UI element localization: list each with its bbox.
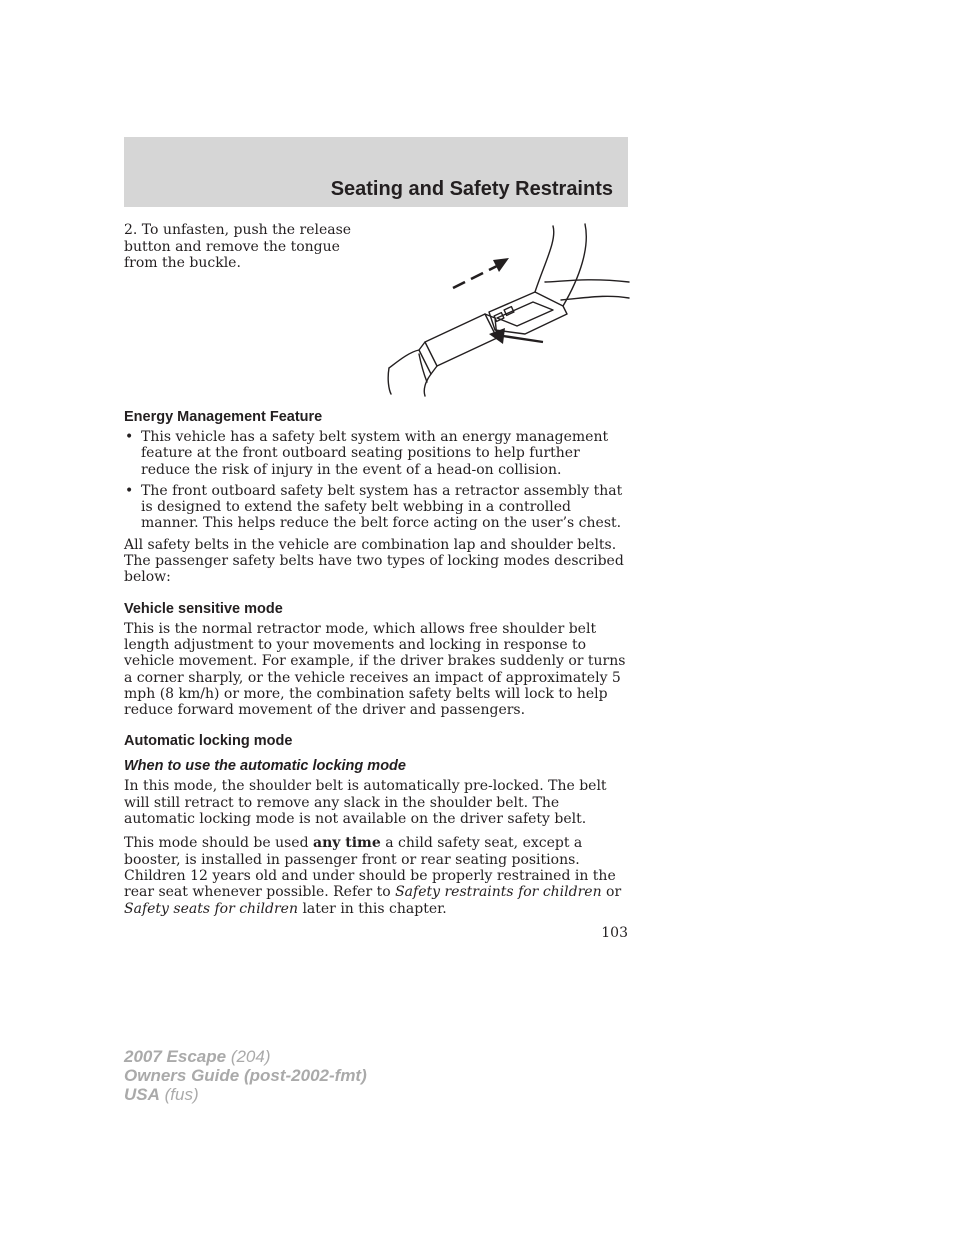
text-run: later in this chapter.: [298, 900, 447, 917]
subheading-when-to-use: When to use the automatic locking mode: [124, 758, 406, 775]
heading-automatic-locking-mode: Automatic locking mode: [124, 733, 293, 750]
footer-line-guide: [124, 1066, 367, 1085]
list-item-text: The front outboard safety belt system has a retractor assembly that is designed to extend the safety belt webbing in a controlled manner. This helps reduce the belt force acting on the user’s chest.: [141, 482, 623, 532]
header-band: [124, 137, 628, 207]
text-run: a child safety seat, except a booster, is installed in passenger front or rear seating positions. Children 12 years old and under should be properly restrained in the rear seat whenever possible. Refer to: [124, 835, 616, 901]
dashed-arrow: [471, 273, 483, 279]
page-title: Seating and Safety Restraints: [330, 178, 613, 200]
footer-model: 2007 Escape: [124, 1047, 227, 1066]
footer-model-code: (204): [226, 1047, 271, 1066]
emphasis-any-time: any time: [313, 835, 381, 852]
bullet-glyph: •: [125, 429, 134, 445]
unfasten-instruction: 2. To unfasten, push the release button and remove the tongue from the buckle.: [124, 222, 352, 271]
heading-energy-management: Energy Management Feature: [124, 409, 323, 425]
footer-line-market: [124, 1085, 367, 1104]
text-run: or: [601, 884, 622, 901]
belt-webbing: [561, 296, 629, 300]
energy-bullet-list: [124, 429, 629, 532]
main-content: [124, 408, 629, 925]
buckle-strap: [388, 368, 391, 394]
document-footer: [124, 1047, 367, 1104]
footer-line-model: [124, 1047, 367, 1066]
buckle-strap: [389, 350, 419, 368]
seatbelt-unfasten-illustration: [385, 222, 630, 397]
dashed-arrow: [489, 266, 497, 270]
footer-guide: Owners Guide (post-2002-fmt): [124, 1066, 367, 1085]
heading-vehicle-sensitive-mode: Vehicle sensitive mode: [124, 600, 283, 617]
belt-webbing: [563, 224, 586, 306]
list-item-text: This vehicle has a safety belt system with an energy management feature at the front outboard seating positions to help further reduce the risk of injury in the event of a head-on collision.: [141, 429, 609, 478]
dashed-arrow: [453, 282, 465, 288]
list-item: [124, 483, 629, 532]
page-number: 103: [601, 925, 628, 941]
buckle-body: [425, 314, 497, 366]
push-arrow: [503, 336, 543, 342]
text-run: This mode should be used: [124, 835, 313, 852]
reference-safety-restraints: Safety restraints for children: [395, 884, 602, 901]
belt-webbing: [545, 280, 629, 282]
paragraph-belt-types: All safety belts in the vehicle are combination lap and shoulder belts. The passenger safety belts have two types of locking modes described below:: [124, 536, 624, 586]
paragraph-vehicle-sensitive: This is the normal retractor mode, which allows free shoulder belt length adjustment to your movements and locking in response to vehicle movement. For example, if the driver brakes suddenly or turns a corner sharply, or the vehicle receives an impact of approximately 5 mph (8 km/h) or more, the combination safety belts will lock to help reduce forward movement of the driver and passengers.: [124, 620, 626, 719]
reference-safety-seats: Safety seats for children: [124, 900, 298, 917]
footer-market-code: (fus): [159, 1085, 199, 1104]
arrowhead-icon: [493, 258, 509, 272]
paragraph-when-used: [124, 835, 629, 916]
footer-market: USA: [124, 1085, 160, 1104]
list-item: [124, 429, 629, 478]
bullet-glyph: •: [125, 482, 134, 499]
paragraph-prelocked: In this mode, the shoulder belt is automatically pre-locked. The belt will still retract to remove any slack in the shoulder belt. The automatic locking mode is not available on the driver safety belt.: [124, 778, 607, 828]
